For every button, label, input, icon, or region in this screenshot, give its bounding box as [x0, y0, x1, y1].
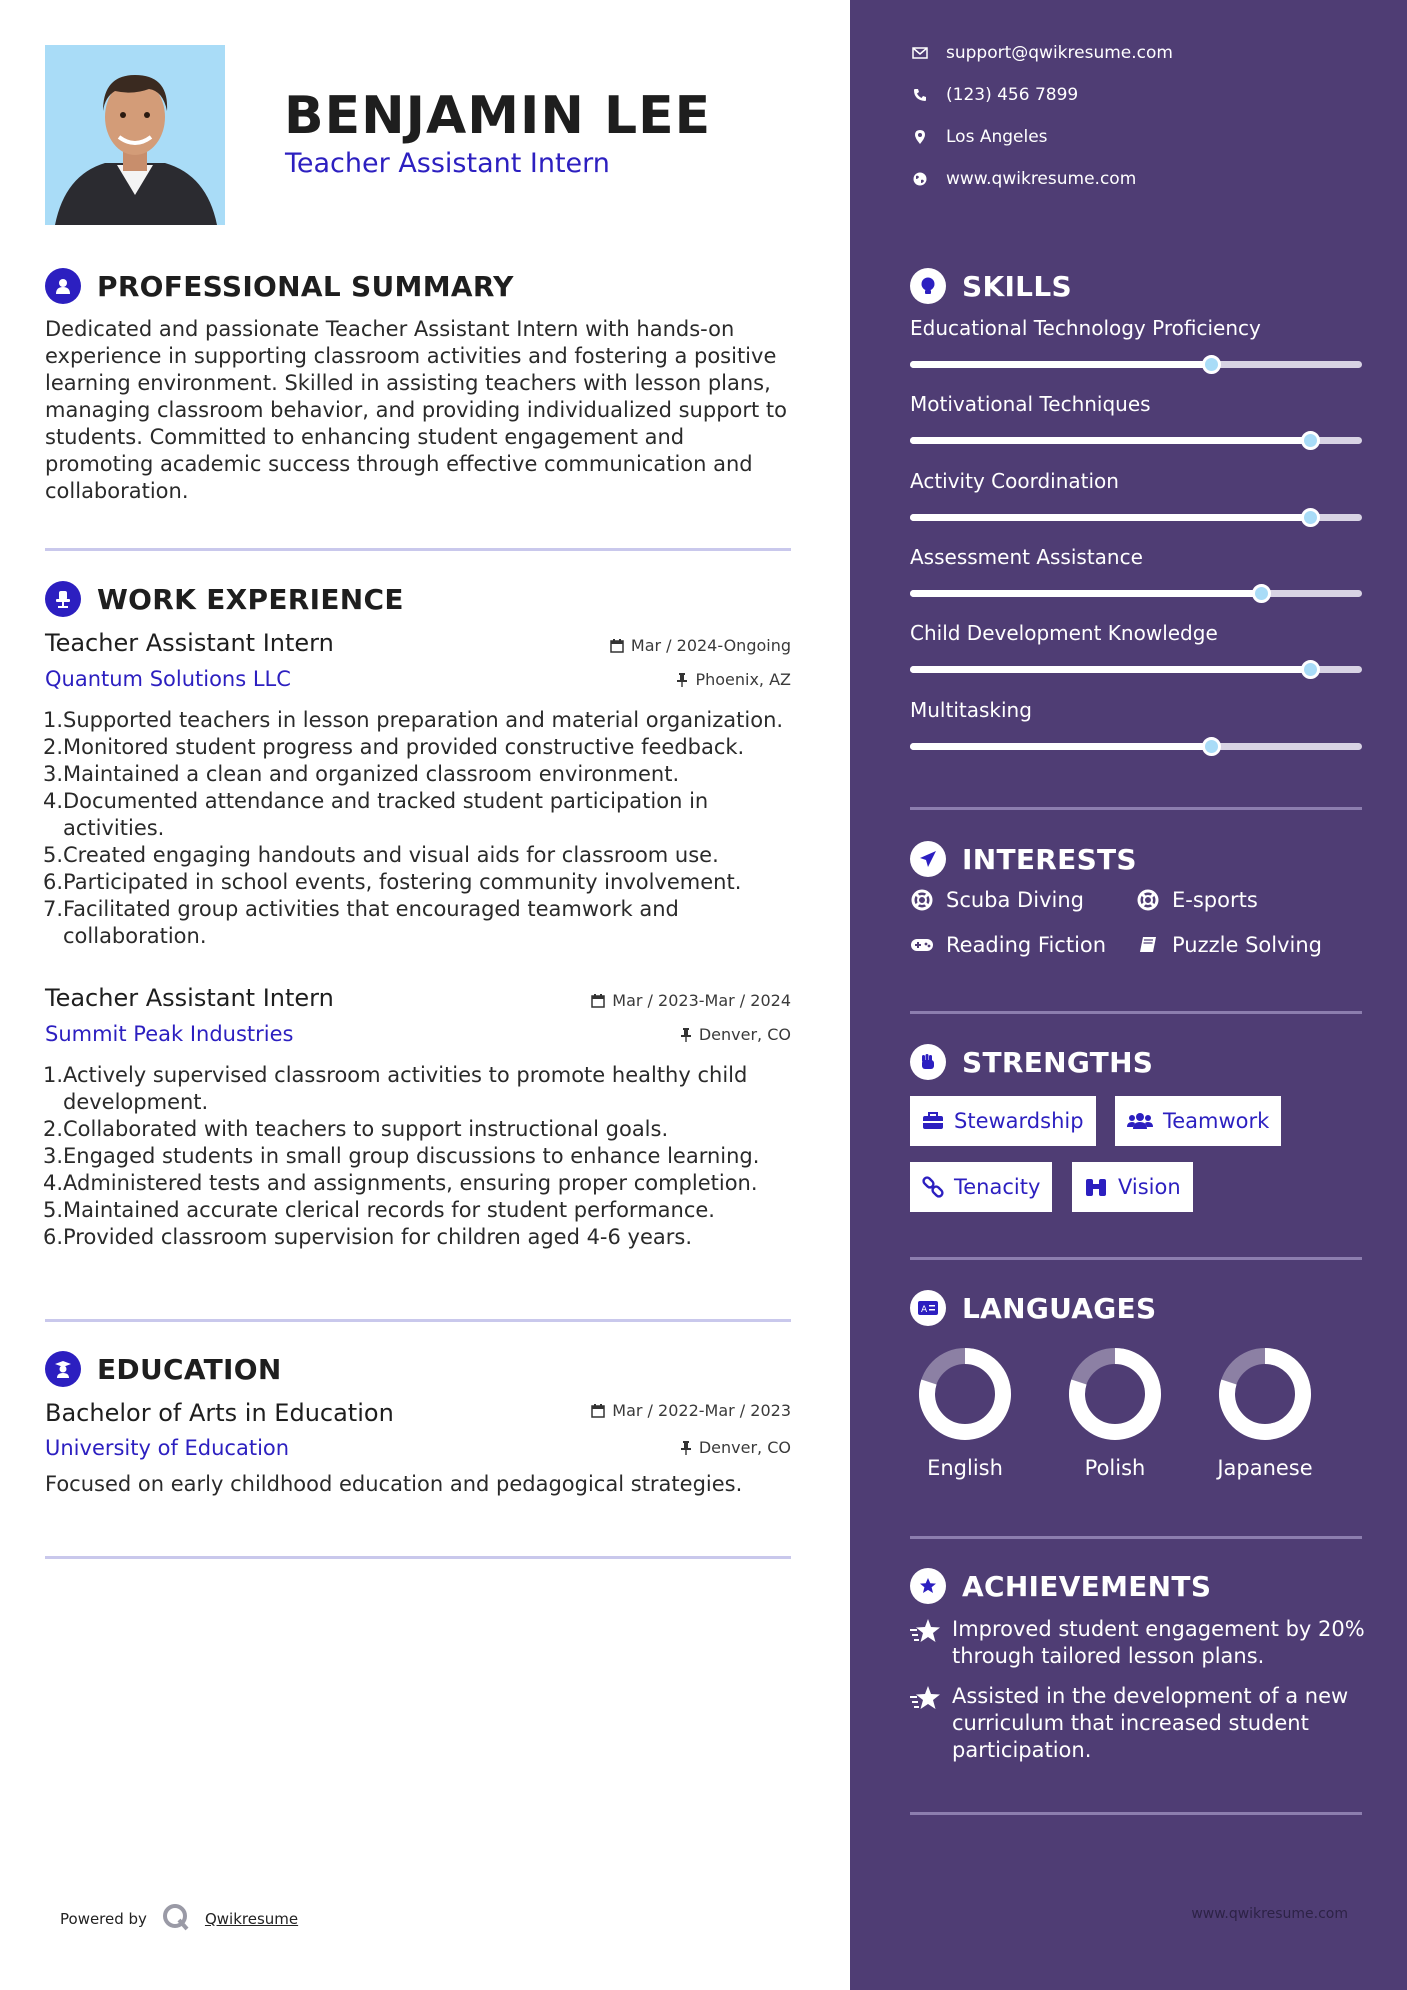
job-bullets [45, 707, 805, 950]
strength-chip [1115, 1096, 1281, 1146]
education-title: EDUCATION [97, 1352, 282, 1386]
education-location-text: Denver, CO [698, 1438, 791, 1457]
skill-bar-fill [910, 590, 1263, 597]
qwikresume-logo-icon [161, 1902, 191, 1936]
footer-url[interactable]: www.qwikresume.com [1191, 1906, 1348, 1922]
company-name: Summit Peak Industries [45, 1022, 294, 1046]
star-badge-icon [910, 1568, 946, 1604]
list-item: 5. Created engaging handouts and visual aids for classroom use. [43, 843, 719, 867]
list-item: 1. Actively supervised classroom activities to promote healthy child development. [43, 1063, 748, 1114]
language-icon [910, 1290, 946, 1326]
school-name: University of Education [45, 1436, 290, 1460]
list-item: 4. Administered tests and assignments, ensuring proper completion. [43, 1171, 758, 1195]
list-item: 3. Maintained a clean and organized classroom environment. [43, 762, 680, 786]
skill-name: Assessment Assistance [910, 545, 1143, 569]
divider [910, 1812, 1362, 1815]
pin-icon [680, 1441, 692, 1455]
divider [910, 1257, 1362, 1260]
list-item: 2. Collaborated with teachers to support instructional goals. [43, 1117, 669, 1141]
languages-title: LANGUAGES [962, 1291, 1157, 1325]
language-label: Polish [1084, 1456, 1146, 1480]
strength-label: Vision [1118, 1175, 1181, 1199]
skill-name: Multitasking [910, 698, 1032, 722]
qwikresume-link[interactable]: Qwikresume [204, 1910, 299, 1928]
languages-heading [910, 1290, 1156, 1326]
contact-email [910, 43, 1173, 63]
calendar-icon [610, 639, 624, 653]
skills-title: SKILLS [962, 269, 1072, 303]
calendar-icon [591, 1404, 605, 1418]
contact-phone [910, 85, 1078, 105]
paper-plane-icon [910, 841, 946, 877]
interest-label: Puzzle Solving [1172, 933, 1322, 957]
phone-icon [910, 88, 930, 102]
divider [910, 1011, 1362, 1014]
strength-chip [910, 1096, 1096, 1146]
education-date-text: Mar / 2022-Mar / 2023 [612, 1401, 791, 1420]
job-date-text: Mar / 2023-Mar / 2024 [612, 991, 791, 1010]
achievement-text: Assisted in the development of a new curriculum that increased student participation. [952, 1684, 1349, 1762]
summary-title: PROFESSIONAL SUMMARY [97, 269, 514, 303]
interests-heading [910, 841, 1137, 877]
interest-item [1136, 933, 1322, 957]
skill-bar-fill [910, 514, 1312, 521]
job-date-text: Mar / 2024-Ongoing [630, 636, 791, 655]
candidate-name: BENJAMIN LEE [284, 86, 712, 146]
skill-bar-knob [1301, 660, 1320, 679]
location-text: Los Angeles [946, 127, 1048, 147]
list-item: 5. Maintained accurate clerical records for student performance. [43, 1198, 715, 1222]
contact-location [910, 127, 1048, 147]
skill-name: Child Development Knowledge [910, 621, 1218, 645]
strengths-heading [910, 1044, 1153, 1080]
svg-text:A: A [921, 1305, 928, 1315]
list-item: 7. Facilitated group activities that encouraged teamwork and collaboration. [43, 897, 679, 948]
strength-label: Stewardship [954, 1109, 1084, 1133]
achievement-item [910, 1616, 1370, 1670]
job-location-text: Denver, CO [698, 1025, 791, 1044]
book-icon [1136, 935, 1160, 955]
divider [45, 1319, 791, 1322]
skill-bar-knob [1252, 584, 1271, 603]
list-item: 4. Documented attendance and tracked student participation in activities. [43, 789, 709, 840]
skill-bar [910, 743, 1362, 750]
divider [45, 548, 791, 551]
skill-bar-knob [1301, 431, 1320, 450]
interest-label: E-sports [1172, 888, 1258, 912]
skill-bar [910, 666, 1362, 673]
experience-heading [45, 581, 404, 617]
strengths-title: STRENGTHS [962, 1045, 1154, 1079]
skill-bar-knob [1301, 508, 1320, 527]
achievement-item [910, 1683, 1370, 1764]
sidebar [850, 0, 1407, 1990]
strength-label: Tenacity [954, 1175, 1041, 1199]
achievements-heading [910, 1568, 1211, 1604]
interest-item [1136, 888, 1258, 912]
divider [910, 1536, 1362, 1539]
education-date [591, 1401, 791, 1420]
achievements-title: ACHIEVEMENTS [962, 1569, 1212, 1603]
phone-text: (123) 456 7899 [946, 85, 1079, 105]
job-bullets [45, 1062, 805, 1251]
achievement-text: Improved student engagement by 20% through tailored lesson plans. [952, 1617, 1365, 1668]
interest-item [910, 933, 1106, 957]
globe-icon [910, 172, 930, 186]
language-donut [1215, 1344, 1315, 1444]
summary-heading [45, 268, 514, 304]
interest-label: Scuba Diving [946, 888, 1084, 912]
education-location [680, 1438, 791, 1457]
experience-title: WORK EXPERIENCE [97, 582, 404, 616]
job-location [676, 670, 791, 689]
skill-bar-knob [1202, 355, 1221, 374]
skills-heading [910, 268, 1072, 304]
interests-title: INTERESTS [962, 842, 1137, 876]
job-title: Teacher Assistant Intern [45, 984, 334, 1012]
list-item: 1. Supported teachers in lesson preparation and material organization. [43, 708, 784, 732]
skill-bar-knob [1202, 737, 1221, 756]
lightbulb-icon [910, 268, 946, 304]
education-heading [45, 1351, 282, 1387]
company-name: Quantum Solutions LLC [45, 667, 291, 691]
user-icon [45, 268, 81, 304]
envelope-icon [910, 47, 930, 59]
graduate-icon [45, 1351, 81, 1387]
job-date [610, 636, 791, 655]
language-label: English [927, 1456, 1003, 1480]
skill-name: Motivational Techniques [910, 392, 1151, 416]
list-item: 2. Monitored student progress and provided constructive feedback. [43, 735, 745, 759]
star-icon [910, 1616, 942, 1670]
link-icon [922, 1176, 944, 1198]
divider [45, 1556, 791, 1559]
skill-name: Activity Coordination [910, 469, 1119, 493]
job-location [680, 1025, 791, 1044]
contact-website [910, 169, 1136, 189]
profile-photo [45, 45, 225, 225]
language-label: Japanese [1217, 1456, 1313, 1480]
interest-item [910, 888, 1084, 912]
website-text[interactable]: www.qwikresume.com [946, 169, 1137, 189]
degree-title: Bachelor of Arts in Education [45, 1399, 394, 1427]
gamepad-icon [910, 937, 934, 953]
skill-bar [910, 514, 1362, 521]
lifebuoy-icon [1136, 889, 1160, 911]
lifebuoy-icon [910, 889, 934, 911]
chair-icon [45, 581, 81, 617]
list-item: 6. Provided classroom supervision for children aged 4-6 years. [43, 1225, 693, 1249]
skill-bar-fill [910, 743, 1213, 750]
briefcase-icon [922, 1112, 944, 1130]
strength-label: Teamwork [1163, 1109, 1270, 1133]
job-title: Teacher Assistant Intern [45, 629, 334, 657]
language-donut [1065, 1344, 1165, 1444]
users-icon [1127, 1112, 1153, 1130]
calendar-icon [591, 994, 605, 1008]
powered-by [60, 1902, 298, 1936]
skill-bar [910, 361, 1362, 368]
list-item: 3. Engaged students in small group discussions to enhance learning. [43, 1144, 760, 1168]
job-location-text: Phoenix, AZ [695, 670, 791, 689]
education-description: Focused on early childhood education and pedagogical strategies. [45, 1472, 743, 1496]
skill-bar-fill [910, 666, 1312, 673]
skill-bar-fill [910, 361, 1213, 368]
pin-icon [676, 673, 688, 687]
summary-text: Dedicated and passionate Teacher Assistant Intern with hands-on experience in supporting classroom activities and fostering a positive learning environment. Skilled in assisting teachers with lesson plans, managing classroom behavior, and providing individualized support to students. Committed to enhancing student engagement and promoting academic success through effective communication and collaboration. [45, 317, 787, 503]
binoculars-icon [1084, 1177, 1108, 1197]
job-date [591, 991, 791, 1010]
skill-name: Educational Technology Proficiency [910, 316, 1261, 340]
strength-chip [1072, 1162, 1193, 1212]
candidate-role: Teacher Assistant Intern [285, 148, 610, 179]
pin-icon [680, 1028, 692, 1042]
divider [910, 807, 1362, 810]
skill-bar [910, 590, 1362, 597]
powered-by-label: Powered by [60, 1910, 147, 1928]
language-donut [915, 1344, 1015, 1444]
star-icon [910, 1683, 942, 1764]
skill-bar-fill [910, 437, 1312, 444]
map-pin-icon [910, 130, 930, 144]
list-item: 6. Participated in school events, fostering community involvement. [43, 870, 742, 894]
strength-chip [910, 1162, 1052, 1212]
skill-bar [910, 437, 1362, 444]
fist-icon [910, 1044, 946, 1080]
email-text[interactable]: support@qwikresume.com [946, 43, 1173, 63]
interest-label: Reading Fiction [946, 933, 1107, 957]
